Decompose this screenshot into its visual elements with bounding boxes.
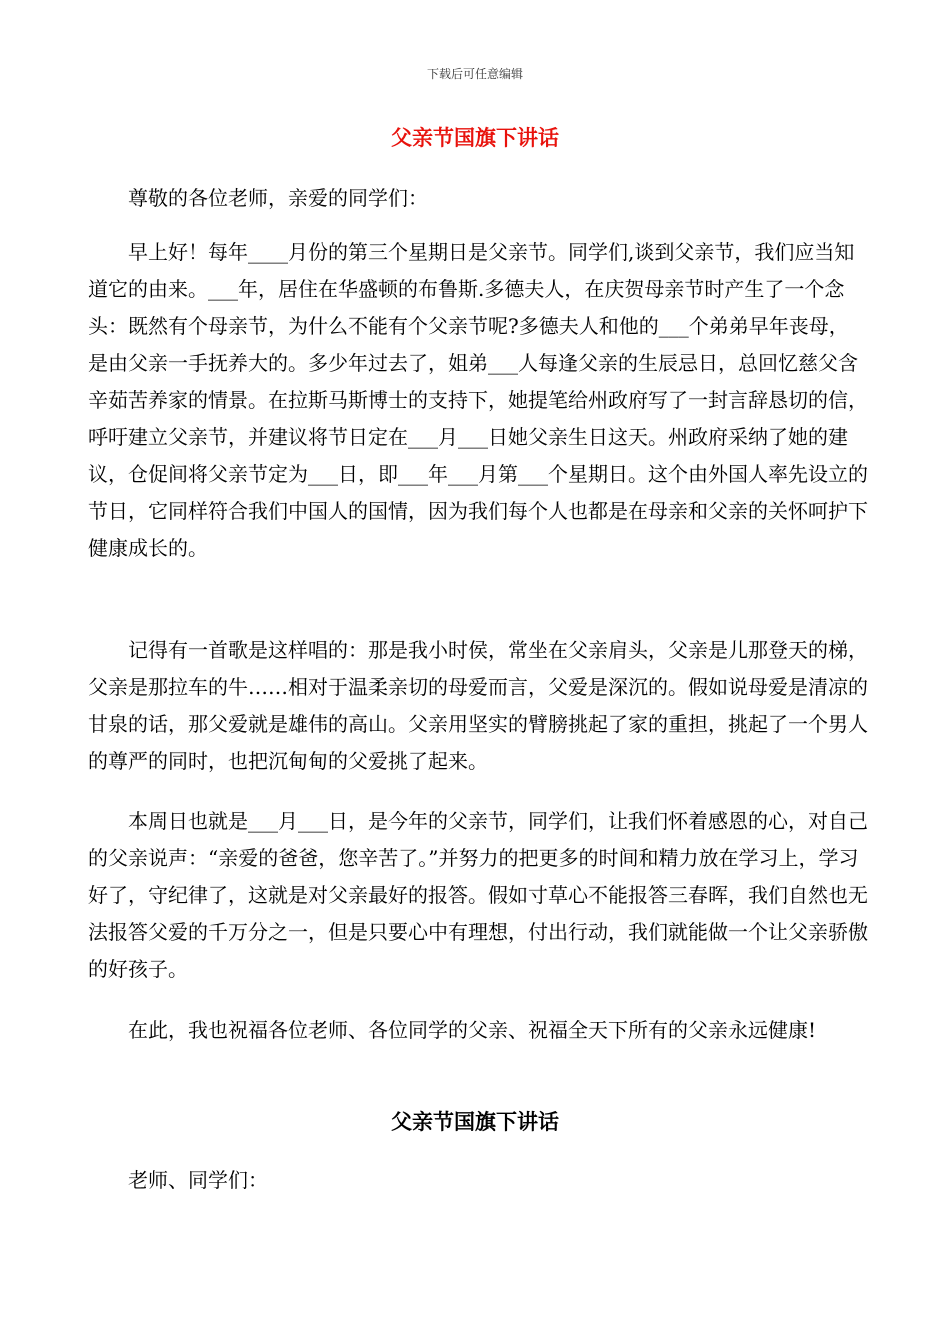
second-salutation: 老师、同学们： [128, 1168, 268, 1192]
paragraph-4: 在此，我也祝福各位老师、各位同学的父亲、祝福全天下所有的父亲永远健康! [128, 1018, 817, 1042]
second-document-title: 父亲节国旗下讲话 [391, 1109, 559, 1134]
paragraph-1: 早上好！每年____月份的第三个星期日是父亲节。同学们,谈到父亲节，我们应当知道它的由来。___年，居住在华盛顿的布鲁斯.多德夫人，在庆贺母亲节时产生了一个念头：既然有个母亲节，为什么不能有个父亲节呢?多德夫人和他的___个弟弟早年丧母，是由父亲一手抚养大的。多少年过去了，姐弟___人每逢父亲的生辰忌日，总回忆慈父含辛茹苦养家的情景。在拉斯马斯博士的支持下，她提笔给州政府写了一封言辞恳切的信，呼吁建立父亲节，并建议将节日定在___月___日她父亲生日这天。州政府采纳了她的建议，仓促间将父亲节定为___日，即___年___月第___个星期日。这个由外国人率先设立的节日，它同样符合我们中国人的国情，因为我们每个人也都是在母亲和父亲的关怀呵护下健康成长的。 [88, 240, 868, 560]
document-title: 父亲节国旗下讲话 [391, 125, 559, 150]
paragraph-2: 记得有一首歌是这样唱的：那是我小时侯，常坐在父亲肩头，父亲是儿那登天的梯，父亲是那拉车的牛……相对于温柔亲切的母爱而言，父爱是深沉的。假如说母爱是清凉的甘泉的话，那父爱就是雄伟的高山。父亲用坚实的臂膀挑起了家的重担，挑起了一个男人的尊严的同时，也把沉甸甸的父爱挑了起来。 [88, 638, 868, 773]
paragraph-3: 本周日也就是___月___日，是今年的父亲节，同学们，让我们怀着感恩的心，对自己的父亲说声：“亲爱的爸爸，您辛苦了。”并努力的把更多的时间和精力放在学习上，学习好了，守纪律了，这就是对父亲最好的报答。假如寸草心不能报答三春晖，我们自然也无法报答父爱的千万分之一，但是只要心中有理想，付出行动，我们就能做一个让父亲骄傲的好孩子。 [88, 809, 868, 981]
salutation: 尊敬的各位老师，亲爱的同学们： [128, 186, 428, 210]
header-note: 下载后可任意编辑 [426, 67, 523, 81]
